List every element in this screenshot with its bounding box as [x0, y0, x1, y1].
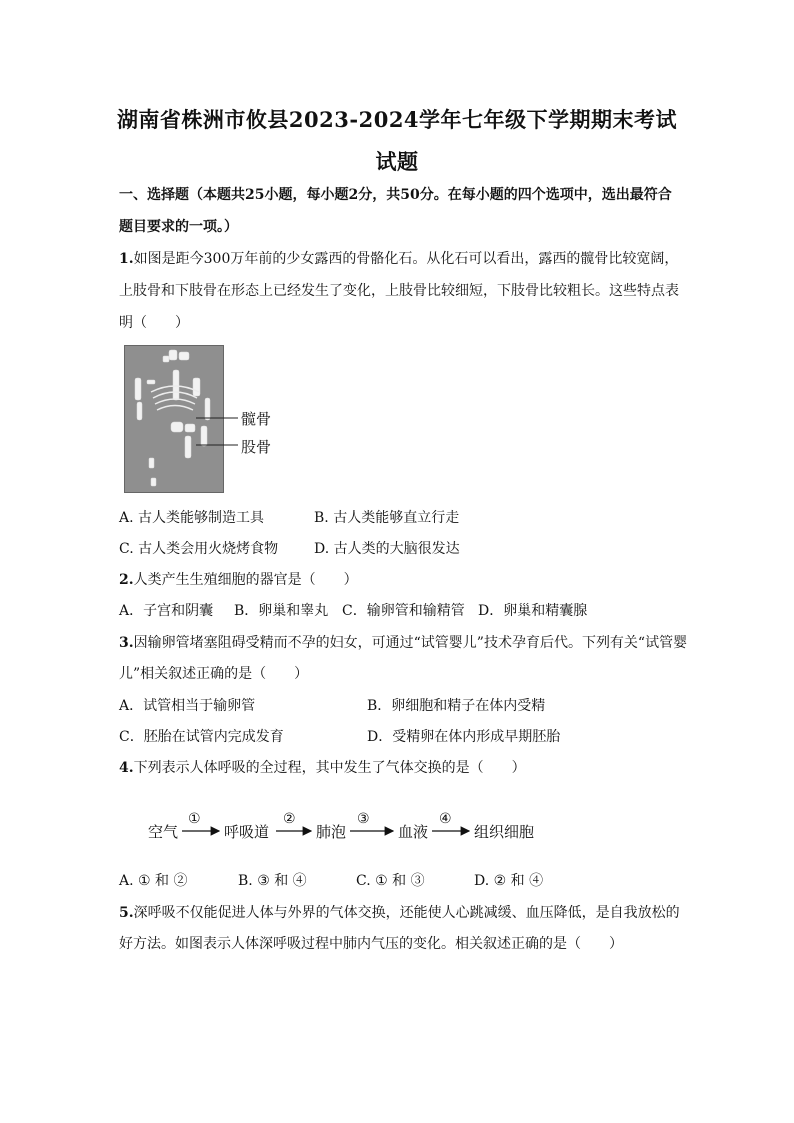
flow-node-alveoli: 肺泡 — [316, 823, 347, 841]
question-5-number: 5. — [119, 905, 134, 921]
question-4-option-d: D. ② 和 ④ — [474, 873, 544, 889]
question-1-number: 1. — [119, 251, 134, 267]
question-2-text: 人类产生生殖细胞的器官是（ ） — [133, 572, 358, 588]
flow-node-air: 空气 — [148, 823, 179, 841]
question-1-text1: 如图是距今300万年前的少女露西的骨骼化石。从化石可以看出，露西的髋骨比较宽阔， — [133, 251, 679, 267]
question-1-line3: 明（ ） — [119, 315, 189, 331]
flow-step-3: ③ — [357, 811, 370, 827]
label-femur: 股骨 — [241, 438, 272, 456]
flow-step-2: ② — [283, 811, 296, 827]
question-3-text1: 因输卵管堵塞阻碍受精而不孕的妇女，可通过“试管婴儿”技术孕育后代。下列有关“试管婴 — [133, 635, 688, 651]
question-3-option-a: A．试管相当于输卵管 — [119, 698, 256, 714]
question-5-line1 — [119, 903, 679, 923]
question-3-number: 3. — [119, 635, 134, 651]
exam-title-line2: 试题 — [375, 149, 419, 174]
section-instruction-line1: 一、选择题（本题共25小题，每小题2分，共50分。在每小题的四个选项中，选出最符合 — [119, 187, 672, 203]
question-1-option-c: C. 古人类会用火烧烤食物 — [119, 541, 279, 557]
exam-title-line1: 湖南省株洲市攸县2023-2024学年七年级下学期期末考试 — [116, 107, 678, 132]
question-2-option-d: D．卵巢和精囊腺 — [478, 603, 588, 619]
question-3-option-d: D．受精卵在体内形成早期胚胎 — [367, 729, 561, 745]
question-1-option-a: A. 古人类能够制造工具 — [119, 510, 265, 526]
label-hip-bone: 髋骨 — [241, 410, 272, 428]
question-4-number: 4. — [119, 760, 134, 776]
question-4-option-c: C. ① 和 ③ — [356, 873, 425, 889]
question-2-option-c: C．输卵管和输精管 — [342, 603, 465, 619]
question-1-line2: 上肢骨和下肢骨在形态上已经发生了变化，上肢骨比较细短，下肢骨比较粗长。这些特点表 — [119, 283, 679, 299]
flow-node-tissue-cells: 组织细胞 — [474, 823, 535, 841]
flow-step-1: ① — [188, 811, 201, 827]
question-4-text: 下列表示人体呼吸的全过程，其中发生了气体交换的是（ ） — [133, 760, 526, 776]
question-1-option-b: B. 古人类能够直立行走 — [314, 510, 460, 526]
flow-step-4: ④ — [439, 811, 452, 827]
question-3-option-c: C．胚胎在试管内完成发育 — [119, 729, 284, 745]
question-5-line2: 好方法。如图表示人体深呼吸过程中肺内气压的变化。相关叙述正确的是（ ） — [119, 936, 623, 952]
question-5-text1: 深呼吸不仅能促进人体与外界的气体交换，还能使人心跳减缓、血压降低，是自我放松的 — [133, 905, 680, 921]
question-1-option-d: D. 古人类的大脑很发达 — [314, 541, 460, 557]
question-3-option-b: B．卵细胞和精子在体内受精 — [367, 698, 546, 714]
question-2-option-b: B．卵巢和睾丸 — [234, 603, 329, 619]
question-2-option-a: A．子宫和阴囊 — [119, 603, 214, 619]
question-3-line2: 儿”相关叙述正确的是（ ） — [119, 666, 309, 682]
question-4-option-b: B. ③ 和 ④ — [238, 873, 307, 889]
question-4-option-a: A. ① 和 ② — [119, 873, 188, 889]
section-instruction-line2: 题目要求的一项。） — [119, 219, 238, 235]
flow-node-airway: 呼吸道 — [224, 823, 270, 841]
question-2-number: 2. — [119, 572, 134, 588]
flow-node-blood: 血液 — [398, 823, 429, 841]
